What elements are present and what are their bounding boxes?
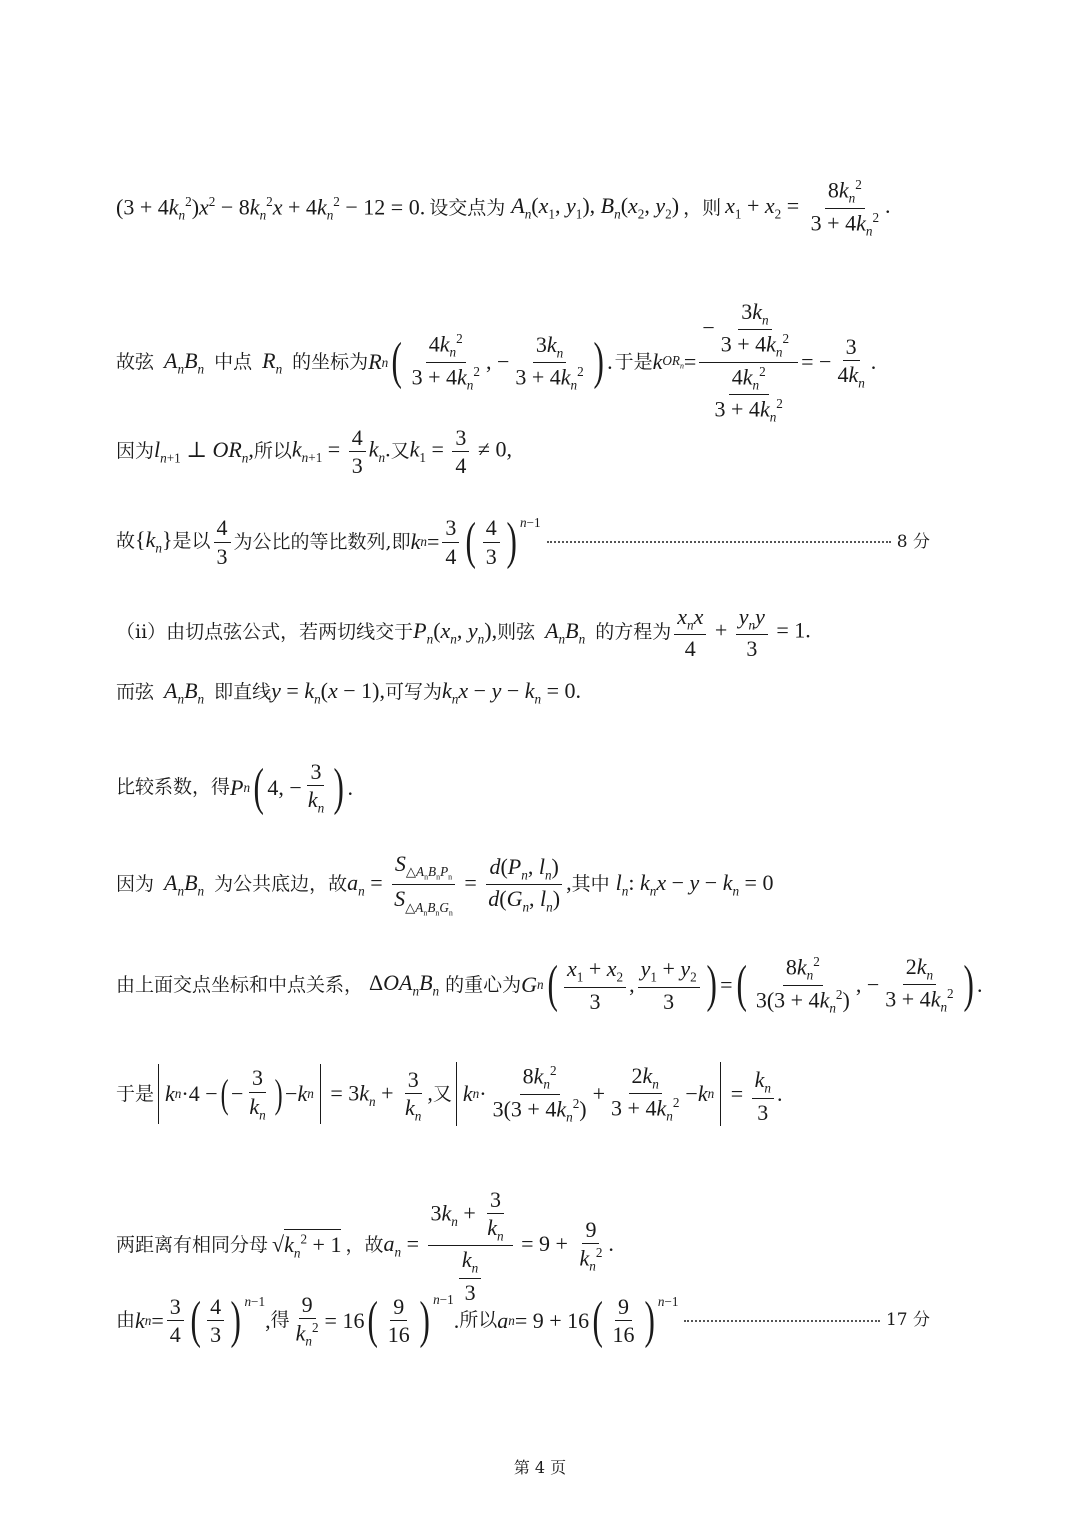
point-P-result: P n ( 4, − $\frac{3}{k_n}$ ) . bbox=[230, 758, 353, 816]
text: 设交点为 bbox=[429, 196, 506, 219]
an-result: $a_n$ = $3k_n$ + $\frac{3}{k_n}$ $\frac{k_n}{3}$ = 9 + $\frac{9}{k_n^2}$ . bbox=[383, 1187, 614, 1305]
text: ，故 bbox=[345, 1234, 384, 1257]
text: 其中 bbox=[571, 873, 610, 896]
slope-OR: k $OR_n$ = − $\frac{3k_n}{3 + 4k_n^2}$ $\frac{4k_n^2}{3 + 4k_n^2}$ = − $\frac{3}{4k_n}$ . bbox=[652, 299, 877, 426]
line-9 bbox=[116, 954, 983, 1016]
text: 则弦 bbox=[497, 621, 536, 644]
sum-x: $x_1 + x_2$ = $\frac{8k_n^2}{3 + 4k_n^2}$ . bbox=[725, 177, 891, 239]
perpendicular: $l_{n+1}$ ⊥ $OR_n$, bbox=[154, 436, 254, 466]
midpoint-coords: R n ( $\frac{4k_n^2}{3 + 4k_n^2}$ , − $\frac{3k_n}{3 + 4k_n^2}$ ) . bbox=[368, 331, 613, 393]
text: 又 bbox=[390, 440, 410, 463]
text: 故$\{k_n\}$是以 bbox=[116, 527, 211, 556]
line-2 bbox=[116, 300, 930, 425]
text: 得 bbox=[270, 1309, 290, 1332]
text: 的方程为 bbox=[595, 621, 672, 644]
text: 故弦 bbox=[116, 350, 155, 373]
text: 即 bbox=[391, 530, 411, 553]
line-6 bbox=[116, 680, 930, 706]
chord: $A_nB_n$ bbox=[545, 617, 586, 647]
recurrence: $k_{n+1}$ = $\frac{4}{3}$ $k_n$. bbox=[291, 425, 391, 479]
text: 又 bbox=[432, 1082, 452, 1105]
chord: $A_nB_n$ bbox=[164, 870, 205, 899]
equation-quadratic: $(3 + 4k_n^2)x^2 - 8k_n^2x + 4k_n^2 - 12 = 0$. bbox=[116, 193, 426, 223]
an-ratio: $a_n$ = $\frac{S_{\triangle A_nB_nP_n}}{S_{\triangle A_nB_nG_n}}$ = $\frac{d(P_n, l_n)}{d(G_n, l_n)}$ , bbox=[347, 851, 572, 918]
text: 因为 bbox=[116, 440, 155, 463]
line-4 bbox=[116, 513, 930, 570]
intersection-points: $A_n(x_1$, $y_1$), $B_n(x_2$, $y_2$) bbox=[511, 193, 680, 222]
dots bbox=[547, 541, 891, 543]
text: 的坐标为 bbox=[292, 350, 369, 373]
text: 两距离有相同分母 bbox=[116, 1234, 269, 1257]
text: 中点 bbox=[214, 350, 253, 373]
centroid: G n ( $\frac{x_1 + x_2}{3}$ , $\frac{y_1 + y_2}{3}$ ) = ( $\frac{8k_n^2}{3(3 + 4k_n^2)}$ , − $\frac{2k_n}{3 + 4k_n^2}$ ) . bbox=[521, 954, 983, 1016]
text: ，则 bbox=[683, 196, 722, 219]
text: 由 bbox=[116, 1309, 136, 1332]
chord: $A_nB_n$ bbox=[164, 347, 205, 377]
text: 即直线 bbox=[214, 681, 272, 704]
text: 因为 bbox=[116, 873, 155, 896]
text: 可写为 bbox=[385, 681, 443, 704]
line-12 bbox=[116, 1293, 930, 1349]
text: 由上面交点坐标和中点关系， bbox=[116, 973, 364, 996]
line-eq: $y = k_n(x - 1)$, bbox=[271, 678, 385, 707]
chord-equation: $\frac{x_nx}{4}$ + $\frac{y_ny}{3}$ = 1. bbox=[671, 605, 811, 660]
text: 所以 bbox=[459, 1309, 498, 1332]
line-11 bbox=[116, 1188, 930, 1304]
initial-k: $k_1$ = $\frac{3}{4}$ ≠ 0, bbox=[409, 425, 512, 479]
text: 于是 bbox=[614, 350, 653, 373]
line-ln: $l_n$: $k_nx - y - k_n = 0$ bbox=[615, 870, 774, 899]
text: 比较系数，得 bbox=[116, 776, 231, 799]
midpoint: $R_n$ bbox=[262, 347, 283, 377]
text: 为公比的等比数列, bbox=[233, 530, 392, 553]
ratio: $\frac{4}{3}$ bbox=[211, 516, 234, 567]
ratio-formula: $\frac{9}{k_n^2}$ = 16 ( $\frac{9}{16}$ ) $^{n -1}$ . bbox=[295, 1291, 460, 1349]
kn-formula: k n = $\frac{3}{4}$ ( $\frac{4}{3}$ ) $^{n -1}$ , bbox=[135, 1291, 271, 1349]
sqrt-denominator: $√k_n^2 + 1$ bbox=[272, 1232, 341, 1259]
line-eq-general: $k_nx - y - k_n = 0$. bbox=[442, 678, 582, 707]
dots bbox=[684, 1320, 879, 1322]
text: 所以 bbox=[253, 440, 292, 463]
score-17: 17 分 bbox=[885, 1310, 930, 1331]
text: 于是 bbox=[116, 1082, 155, 1105]
distance-P: k n ·4 − ( − $\frac{3}{k_n}$ ) − k n = $3k_n$ + $\frac{3}{k_n}$ , bbox=[154, 1064, 433, 1123]
text: 的重心为 bbox=[445, 973, 522, 996]
text: 为公共底边，故 bbox=[214, 873, 348, 896]
triangle: $\Delta OA_nB_n$ bbox=[369, 970, 440, 999]
distance-G: k n · $\frac{8k_n^2}{3(3 + 4k_n^2)}$ + $\frac{2k_n}{3 + 4k_n^2}$ − k n = $\frac{k_n}{3}$ . bbox=[452, 1062, 783, 1126]
line-3 bbox=[116, 426, 930, 477]
line-1 bbox=[116, 178, 930, 238]
page-number: 第 4 页 bbox=[513, 1458, 567, 1477]
chord: $A_nB_n$ bbox=[164, 678, 205, 707]
line-8 bbox=[116, 852, 930, 918]
text: （ii）由切点弦公式，若两切线交于 bbox=[116, 621, 414, 644]
kn-formula: k n = $\frac{3}{4}$ ( $\frac{4}{3}$ ) $^{n -1}$ bbox=[410, 513, 541, 570]
line-10 bbox=[116, 1062, 930, 1126]
line-5 bbox=[116, 605, 930, 660]
an-final: a n = 9 + 16 ( $\frac{9}{16}$ ) $^{n -1}$ bbox=[497, 1291, 679, 1349]
point-P: $P_n(x_n$, $y_n$), bbox=[413, 617, 498, 647]
text: 而弦 bbox=[116, 681, 155, 704]
line-7 bbox=[116, 760, 930, 815]
score-8: 8 分 bbox=[896, 531, 930, 552]
